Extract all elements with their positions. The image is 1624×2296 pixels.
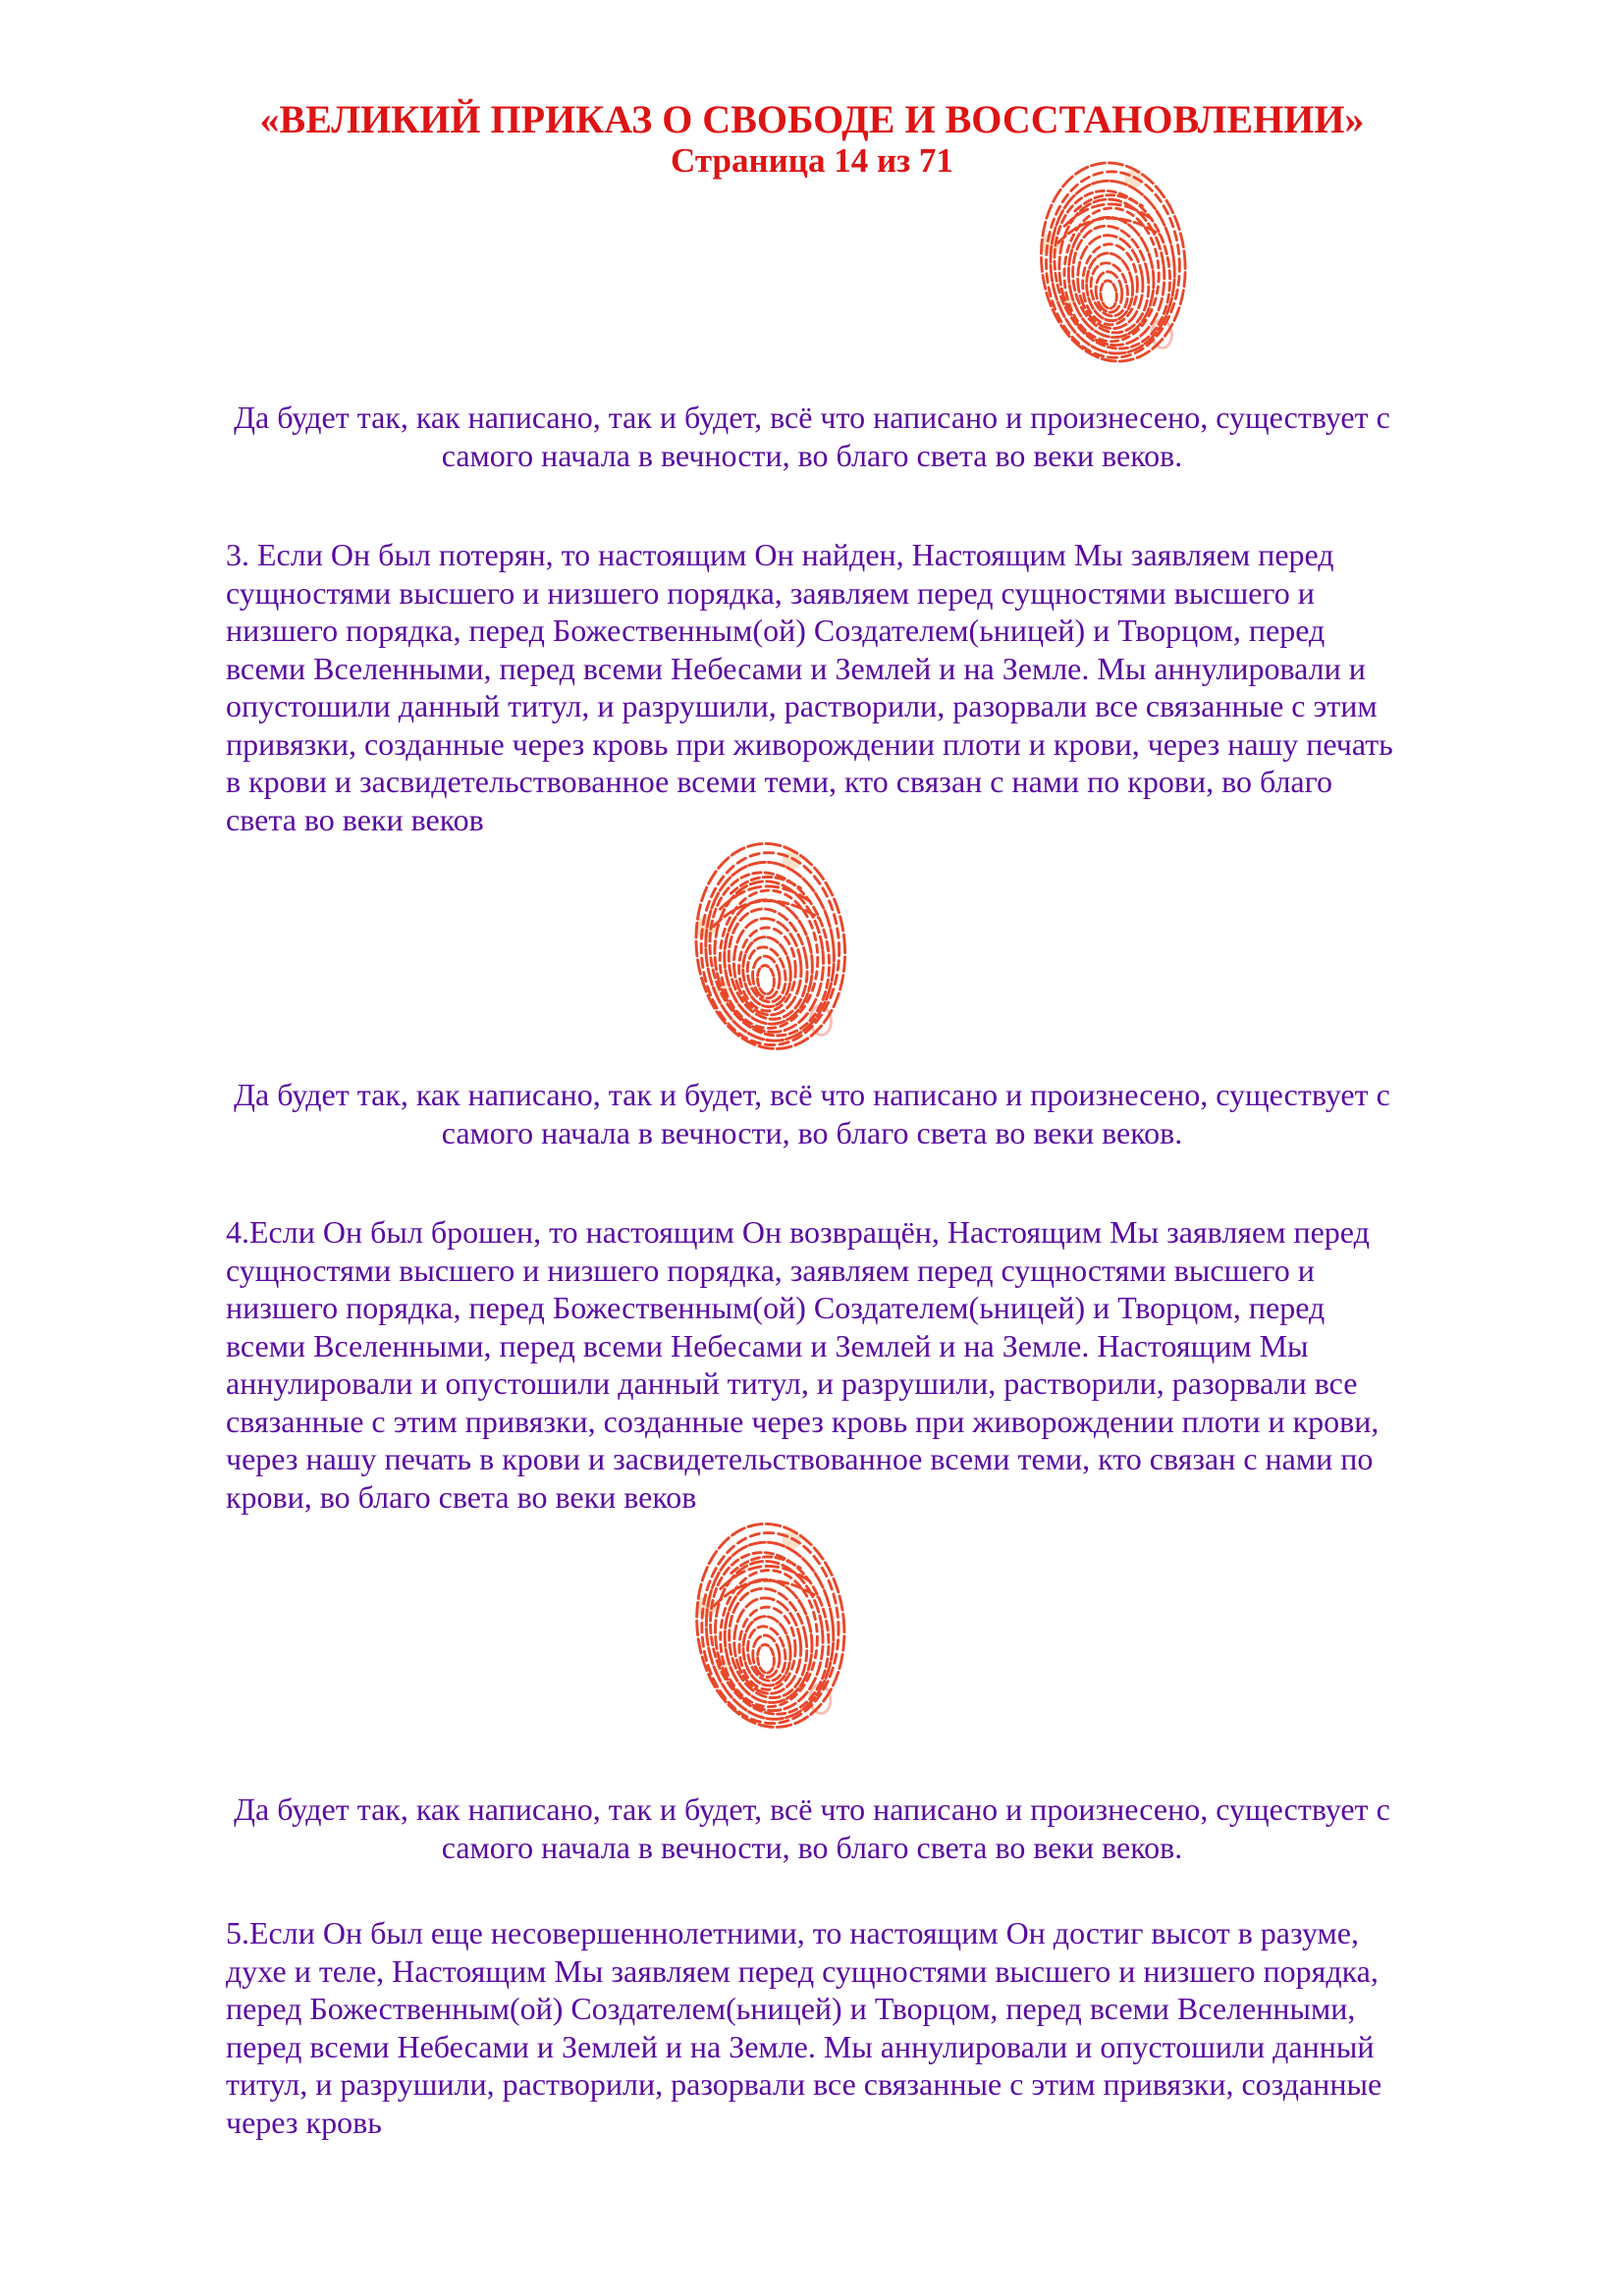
clause-paragraph-5: 5.Если Он был еще несовершеннолетними, то настоящим Он достиг высот в разуме, духе и теле, Настоящим Мы заявляем перед сущностями высшего и низшего порядка, перед Божественным(ой) Создателем(ьницей) и Творцом, перед всеми Вселенными, перед всеми Небесами и Землей и на Земле. Мы аннулировали и опустошили данный титул, и разрушили, растворили, разорвали все связанные с этим привязки, созданные через кровь xyxy=(226,1915,1382,2140)
fingerprint-stamp-icon xyxy=(1039,157,1188,371)
fingerprint-stamp-icon xyxy=(693,840,848,1056)
refrain-paragraph: Да будет так, как написано, так и будет, всё что написано и произнесено, существует с самого начала в вечности, во благо света во веки веков. xyxy=(234,1077,1390,1150)
page-indicator: Страница 14 из 71 xyxy=(671,141,953,180)
clause-paragraph-3: 3. Если Он был потерян, то настоящим Он найден, Настоящим Мы заявляем перед сущностями высшего и низшего порядка, заявляем перед сущностями высшего и низшего порядка, перед Божественным(ой) Создателем(ьницей) и Творцом, перед всеми Вселенными, перед всеми Небесами и Землей и на Земле. Мы аннулировали и опустошили данный титул, и разрушили, растворили, разорвали все связанные с этим привязки, созданные через кровь при живорождении плоти и крови, через нашу печать в крови и засвидетельствованное всеми теми, кто связан с нами по крови, во благо света во веки веков xyxy=(226,537,1393,837)
fingerprint-stamp-icon xyxy=(693,1521,848,1735)
refrain-paragraph: Да будет так, как написано, так и будет, всё что написано и произнесено, существует с самого начала в вечности, во благо света во веки веков. xyxy=(234,400,1390,473)
clause-paragraph-4: 4.Если Он был брошен, то настоящим Он возвращён, Настоящим Мы заявляем перед сущностями высшего и низшего порядка, заявляем перед сущностями высшего и низшего порядка, перед Божественным(ой) Создателем(ьницей) и Творцом, перед всеми Вселенными, перед всеми Небесами и Землей и на Земле. Настоящим Мы аннулировали и опустошили данный титул, и разрушили, растворили, разорвали все связанные с этим привязки, созданные через кровь при живорождении плоти и крови, через нашу печать в крови и засвидетельствованное всеми теми, кто связан с нами по крови, во благо света во веки веков xyxy=(226,1214,1380,1515)
document-title: «ВЕЛИКИЙ ПРИКАЗ О СВОБОДЕ И ВОССТАНОВЛЕНИИ» xyxy=(259,97,1365,141)
refrain-paragraph: Да будет так, как написано, так и будет, всё что написано и произнесено, существует с самого начала в вечности, во благо света во веки веков. xyxy=(234,1791,1390,1865)
